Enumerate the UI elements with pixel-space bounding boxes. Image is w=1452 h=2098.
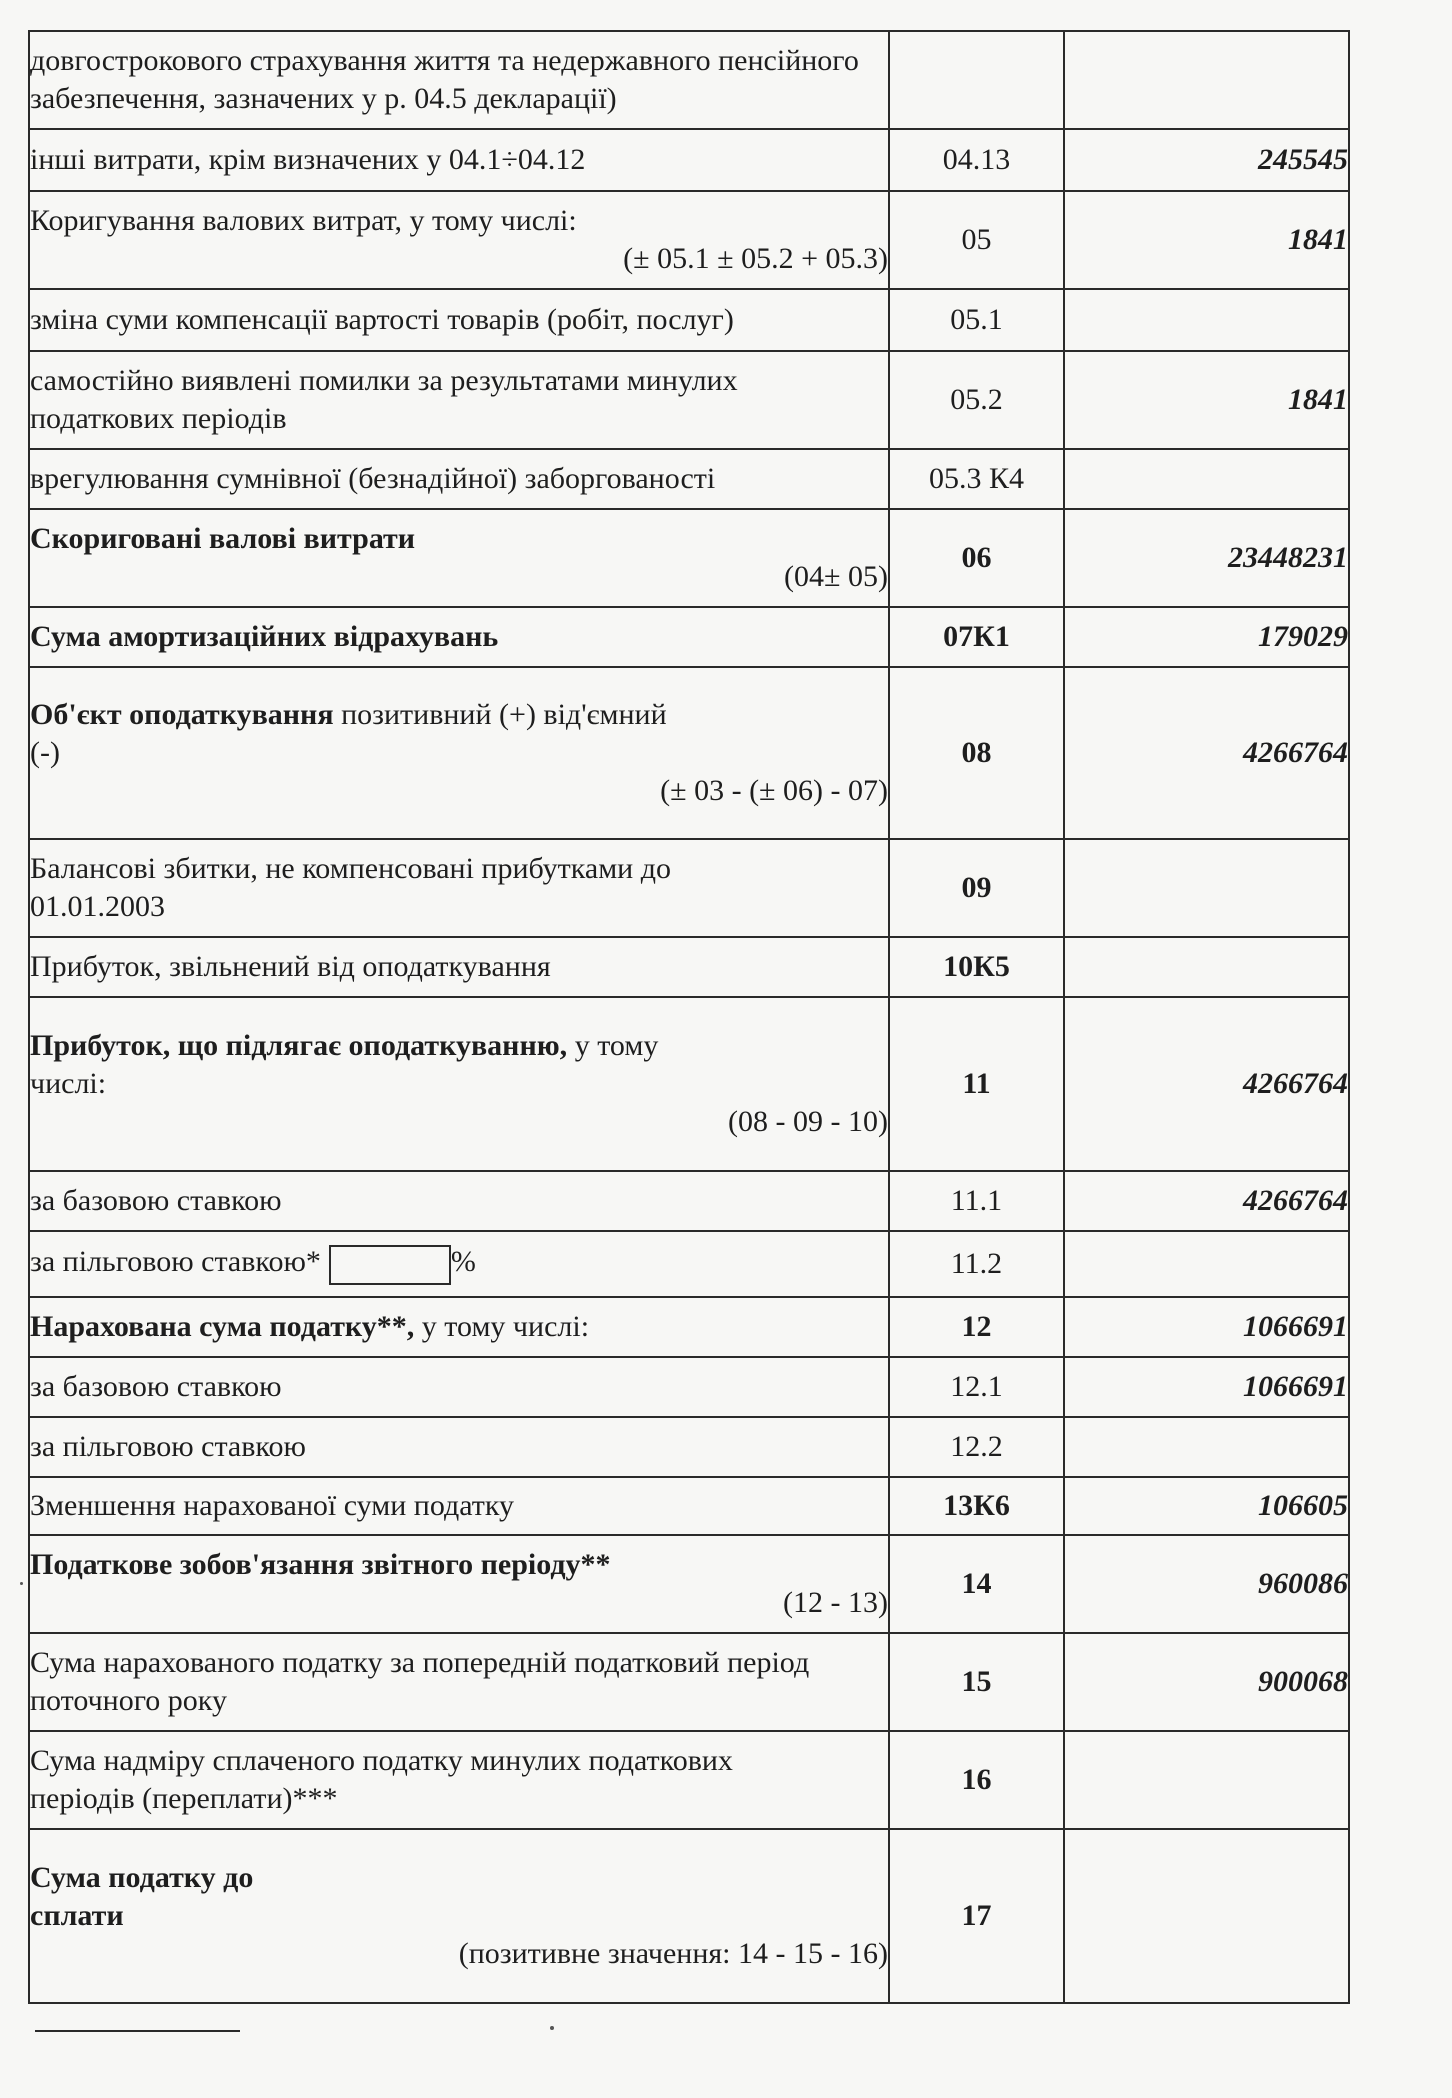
table-row: [29, 1417, 1349, 1477]
row-label-rest: у тому числі:: [30, 1029, 659, 1100]
row-label-cell: [29, 31, 889, 129]
footnote-separator: [35, 2030, 240, 2032]
row-label-cell: [29, 1417, 889, 1477]
table-row: [29, 31, 1349, 129]
preferential-rate-input[interactable]: [329, 1245, 451, 1285]
row-label-cell: [29, 1357, 889, 1417]
row-label-cell: [29, 1731, 889, 1829]
row-label: довгострокового страхування життя та недержавного пенсійного забезпечення, зазначених у р. 04.5 декларації): [30, 44, 859, 115]
row-formula: (± 05.1 ± 05.2 + 05.3): [623, 242, 888, 275]
row-code: 05: [889, 191, 1064, 289]
row-formula: (позитивне значення: 14 - 15 - 16): [458, 1937, 888, 1970]
row-label-cell: [29, 1477, 889, 1535]
row-label-cell: [29, 449, 889, 509]
row-formula: (12 - 13): [783, 1586, 888, 1619]
scan-speck: [550, 2026, 554, 2030]
row-label: інші витрати, крім визначених у 04.1÷04.12: [30, 143, 586, 176]
row-value: 1066691: [1064, 1297, 1349, 1357]
row-label-cell: [29, 191, 889, 289]
row-formula: (04± 05): [784, 560, 888, 593]
row-label-cell: [29, 839, 889, 937]
row-label: Зменшення нарахованої суми податку: [30, 1489, 515, 1522]
row-formula: (08 - 09 - 10): [728, 1105, 888, 1138]
row-code: 13К6: [889, 1477, 1064, 1535]
row-formula: (± 03 - (± 06) - 07): [660, 774, 888, 807]
row-value: [1064, 449, 1349, 509]
scan-speck: [20, 1582, 23, 1585]
row-label: за пільговою ставкою*: [30, 1245, 321, 1279]
row-label-cell: [29, 289, 889, 351]
row-code: 11.2: [889, 1231, 1064, 1297]
row-value: 900068: [1064, 1633, 1349, 1731]
row-label: врегулювання сумнівної (безнадійної) заборгованості: [30, 462, 716, 495]
row-value: [1064, 31, 1349, 129]
row-label: Коригування валових витрат, у тому числі:: [30, 204, 577, 237]
row-label-cell: [29, 1231, 889, 1297]
row-code: [889, 31, 1064, 129]
row-code: 04.13: [889, 129, 1064, 191]
row-value: 4266764: [1064, 667, 1349, 839]
row-code: 08: [889, 667, 1064, 839]
row-value: [1064, 1829, 1349, 2003]
row-label-cell: [29, 1633, 889, 1731]
row-value: 23448231: [1064, 509, 1349, 607]
row-label: за базовою ставкою: [30, 1370, 282, 1403]
table-row: [29, 1231, 1349, 1297]
table-row: [29, 509, 1349, 607]
row-value: 4266764: [1064, 997, 1349, 1171]
table-row: [29, 129, 1349, 191]
row-label: самостійно виявлені помилки за результатами минулих податкових періодів: [30, 364, 738, 435]
row-code: 09: [889, 839, 1064, 937]
row-value: [1064, 1231, 1349, 1297]
table-row: [29, 1829, 1349, 2003]
row-label-bold: Скориговані валові витрати: [30, 522, 416, 555]
row-value: [1064, 289, 1349, 351]
row-value: 1841: [1064, 191, 1349, 289]
row-label: зміна суми компенсації вартості товарів (робіт, послуг): [30, 303, 734, 336]
table-row: [29, 289, 1349, 351]
row-code: 05.3 К4: [889, 449, 1064, 509]
row-code: 12.2: [889, 1417, 1064, 1477]
percent-sign: %: [450, 1245, 476, 1279]
row-value: 1841: [1064, 351, 1349, 449]
row-code: 17: [889, 1829, 1064, 2003]
table-row: [29, 191, 1349, 289]
row-label-cell: [29, 1171, 889, 1231]
row-label-cell: [29, 997, 889, 1171]
row-code: 12.1: [889, 1357, 1064, 1417]
row-value: 4266764: [1064, 1171, 1349, 1231]
row-label-rest: у тому числі:: [414, 1310, 590, 1343]
row-code: 10К5: [889, 937, 1064, 997]
row-label-bold: Нарахована сума податку**,: [30, 1310, 415, 1343]
row-value: [1064, 839, 1349, 937]
table-row: [29, 1357, 1349, 1417]
row-label-bold: Прибуток, що підлягає оподаткуванню,: [30, 1029, 568, 1062]
row-label-bold: Сума податку до сплати: [30, 1861, 254, 1932]
table-row: [29, 1535, 1349, 1633]
table-row: [29, 449, 1349, 509]
row-code: 11: [889, 997, 1064, 1171]
row-label-cell: [29, 509, 889, 607]
table-row: [29, 1477, 1349, 1535]
table-row: [29, 1731, 1349, 1829]
row-label-cell: [29, 351, 889, 449]
row-label-bold: Об'єкт оподаткування: [30, 698, 334, 731]
row-code: 07К1: [889, 607, 1064, 667]
row-label-cell: [29, 1297, 889, 1357]
tax-declaration-table: [28, 30, 1350, 2004]
row-label-cell: [29, 937, 889, 997]
table-row: [29, 351, 1349, 449]
row-value: [1064, 1417, 1349, 1477]
row-label-rest: позитивний (+) від'ємний (-): [30, 698, 667, 769]
table-row: [29, 607, 1349, 667]
table-row: [29, 667, 1349, 839]
row-label: Балансові збитки, не компенсовані прибутками до 01.01.2003: [30, 852, 672, 923]
row-label-bold: Податкове зобов'язання звітного періоду**: [30, 1548, 611, 1581]
table-row: [29, 1171, 1349, 1231]
row-label-cell: [29, 1829, 889, 2003]
row-value: 245545: [1064, 129, 1349, 191]
row-value: 179029: [1064, 607, 1349, 667]
row-code: 06: [889, 509, 1064, 607]
row-code: 16: [889, 1731, 1064, 1829]
table-row: [29, 997, 1349, 1171]
row-value: 106605: [1064, 1477, 1349, 1535]
row-value: [1064, 937, 1349, 997]
row-code: 05.1: [889, 289, 1064, 351]
table-row: [29, 937, 1349, 997]
row-label-cell: [29, 129, 889, 191]
row-code: 14: [889, 1535, 1064, 1633]
table-row: [29, 839, 1349, 937]
row-label: Сума нарахованого податку за попередній податковий період поточного року: [30, 1646, 810, 1717]
row-code: 12: [889, 1297, 1064, 1357]
row-value: 960086: [1064, 1535, 1349, 1633]
table-row: [29, 1297, 1349, 1357]
row-label: Сума надміру сплаченого податку минулих податкових періодів (переплати)***: [30, 1744, 733, 1815]
row-label-bold: Сума амортизаційних відрахувань: [30, 620, 499, 653]
row-label: за базовою ставкою: [30, 1184, 282, 1217]
row-value: 1066691: [1064, 1357, 1349, 1417]
row-code: 15: [889, 1633, 1064, 1731]
row-label: Прибуток, звільнений від оподаткування: [30, 950, 551, 983]
row-code: 05.2: [889, 351, 1064, 449]
row-label-cell: [29, 607, 889, 667]
row-code: 11.1: [889, 1171, 1064, 1231]
row-value: [1064, 1731, 1349, 1829]
row-label-cell: [29, 667, 889, 839]
row-label-cell: [29, 1535, 889, 1633]
table-row: [29, 1633, 1349, 1731]
row-label: за пільговою ставкою: [30, 1430, 306, 1463]
